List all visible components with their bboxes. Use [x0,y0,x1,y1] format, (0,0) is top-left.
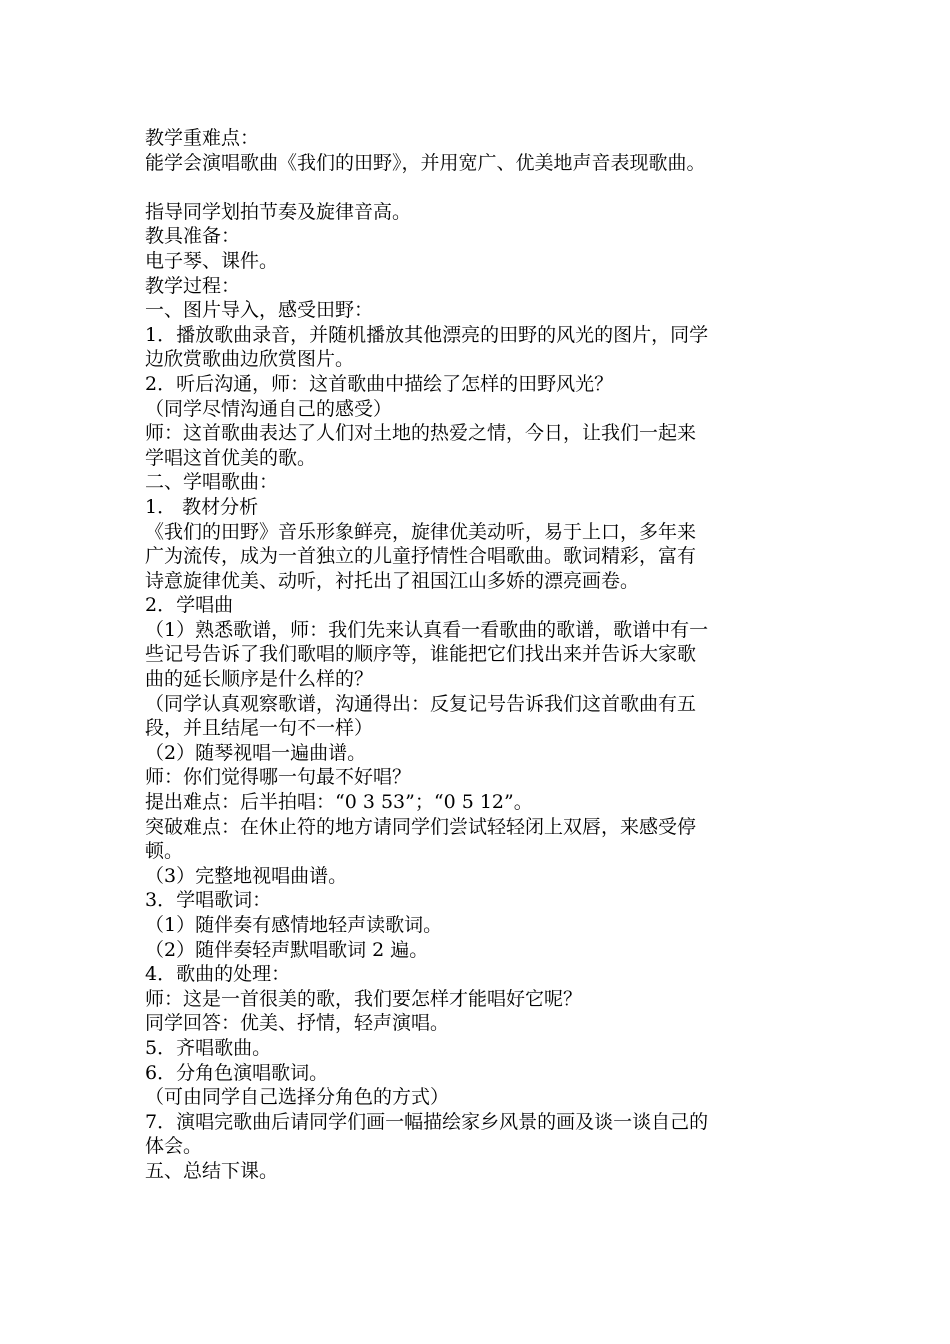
text-line: 同学回答：优美、抒情，轻声演唱。 [145,1012,450,1035]
text-line: （1）熟悉歌谱，师：我们先来认真看一看歌曲的歌谱，歌谱中有一 [145,618,709,641]
text-line: 二、学唱歌曲： [145,471,279,494]
text-line: （可由同学自己选择分角色的方式） [145,1086,450,1109]
text-line: 教具准备： [145,225,241,248]
text-line: 1．播放歌曲录音，并随机播放其他漂亮的田野的风光的图片，同学 [145,323,709,346]
text-line: 段，并且结尾一句不一样） [145,717,374,740]
text-line: 些记号告诉了我们歌唱的顺序等，谁能把它们找出来并告诉大家歌 [145,643,697,666]
text-line: 一、图片导入，感受田野： [145,299,374,322]
text-line: 师：这首歌曲表达了人们对土地的热爱之情，今日，让我们一起来 [145,422,697,445]
text-line: 体会。 [145,1135,203,1158]
text-line: 能学会演唱歌曲《我们的田野》，并用宽广、优美地声音表现歌曲。 [145,151,706,174]
text-line: （3）完整地视唱曲谱。 [145,864,348,887]
text-line: 诗意旋律优美、动听，衬托出了祖国江山多娇的漂亮画卷。 [145,569,640,592]
text-line: 2．听后沟通，师：这首歌曲中描绘了怎样的田野风光？ [145,372,614,395]
text-line: 指导同学划拍节奏及旋律音高。 [145,200,412,223]
text-line: 提出难点：后半拍唱：“0 3 53”；“0 5 12”。 [145,791,533,814]
text-line: 5．齐唱歌曲。 [145,1036,272,1059]
text-line: 1． 教材分析 [145,495,259,518]
text-line: 2．学唱曲 [145,594,234,617]
text-line: 广为流传，成为一首独立的儿童抒情性合唱歌曲。歌词精彩，富有 [145,545,697,568]
text-line: 曲的延长顺序是什么样的？ [145,668,374,691]
text-line: 顿。 [145,840,184,863]
text-line: 3．学唱歌词： [145,889,272,912]
text-line: 师：这是一首很美的歌，我们要怎样才能唱好它呢？ [145,987,583,1010]
text-line: （同学尽情沟通自己的感受） [145,397,393,420]
text-line: 4．歌曲的处理： [145,963,291,986]
text-line: 教学重难点： [145,127,260,149]
text-line: （1）随伴奏有感情地轻声读歌词。 [145,914,443,936]
text-line: （同学认真观察歌谱，沟通得出：反复记号告诉我们这首歌曲有五 [145,692,697,715]
text-line: 教学过程： [145,274,241,297]
text-line: 电子琴、课件。 [145,249,279,272]
text-line: 7．演唱完歌曲后请同学们画一幅描绘家乡风景的画及谈一谈自己的 [145,1110,709,1133]
document-body [145,126,825,1184]
text-line: 学唱这首优美的歌。 [145,446,317,469]
text-line: 师：你们觉得哪一句最不好唱？ [145,766,412,789]
blank-line [145,175,825,200]
text-line: 6．分角色演唱歌词。 [145,1061,329,1084]
text-line: 边欣赏歌曲边欣赏图片。 [145,348,355,371]
text-line: （2）随伴奏轻声默唱歌词 2 遍。 [145,938,429,961]
text-line: 五、总结下课。 [145,1159,279,1182]
text-line: 突破难点：在休止符的地方请同学们尝试轻轻闭上双唇，来感受停 [145,815,697,838]
text-line: 《我们的田野》音乐形象鲜亮，旋律优美动听，易于上口，多年来 [145,520,697,543]
text-line: （2）随琴视唱一遍曲谱。 [145,741,367,764]
